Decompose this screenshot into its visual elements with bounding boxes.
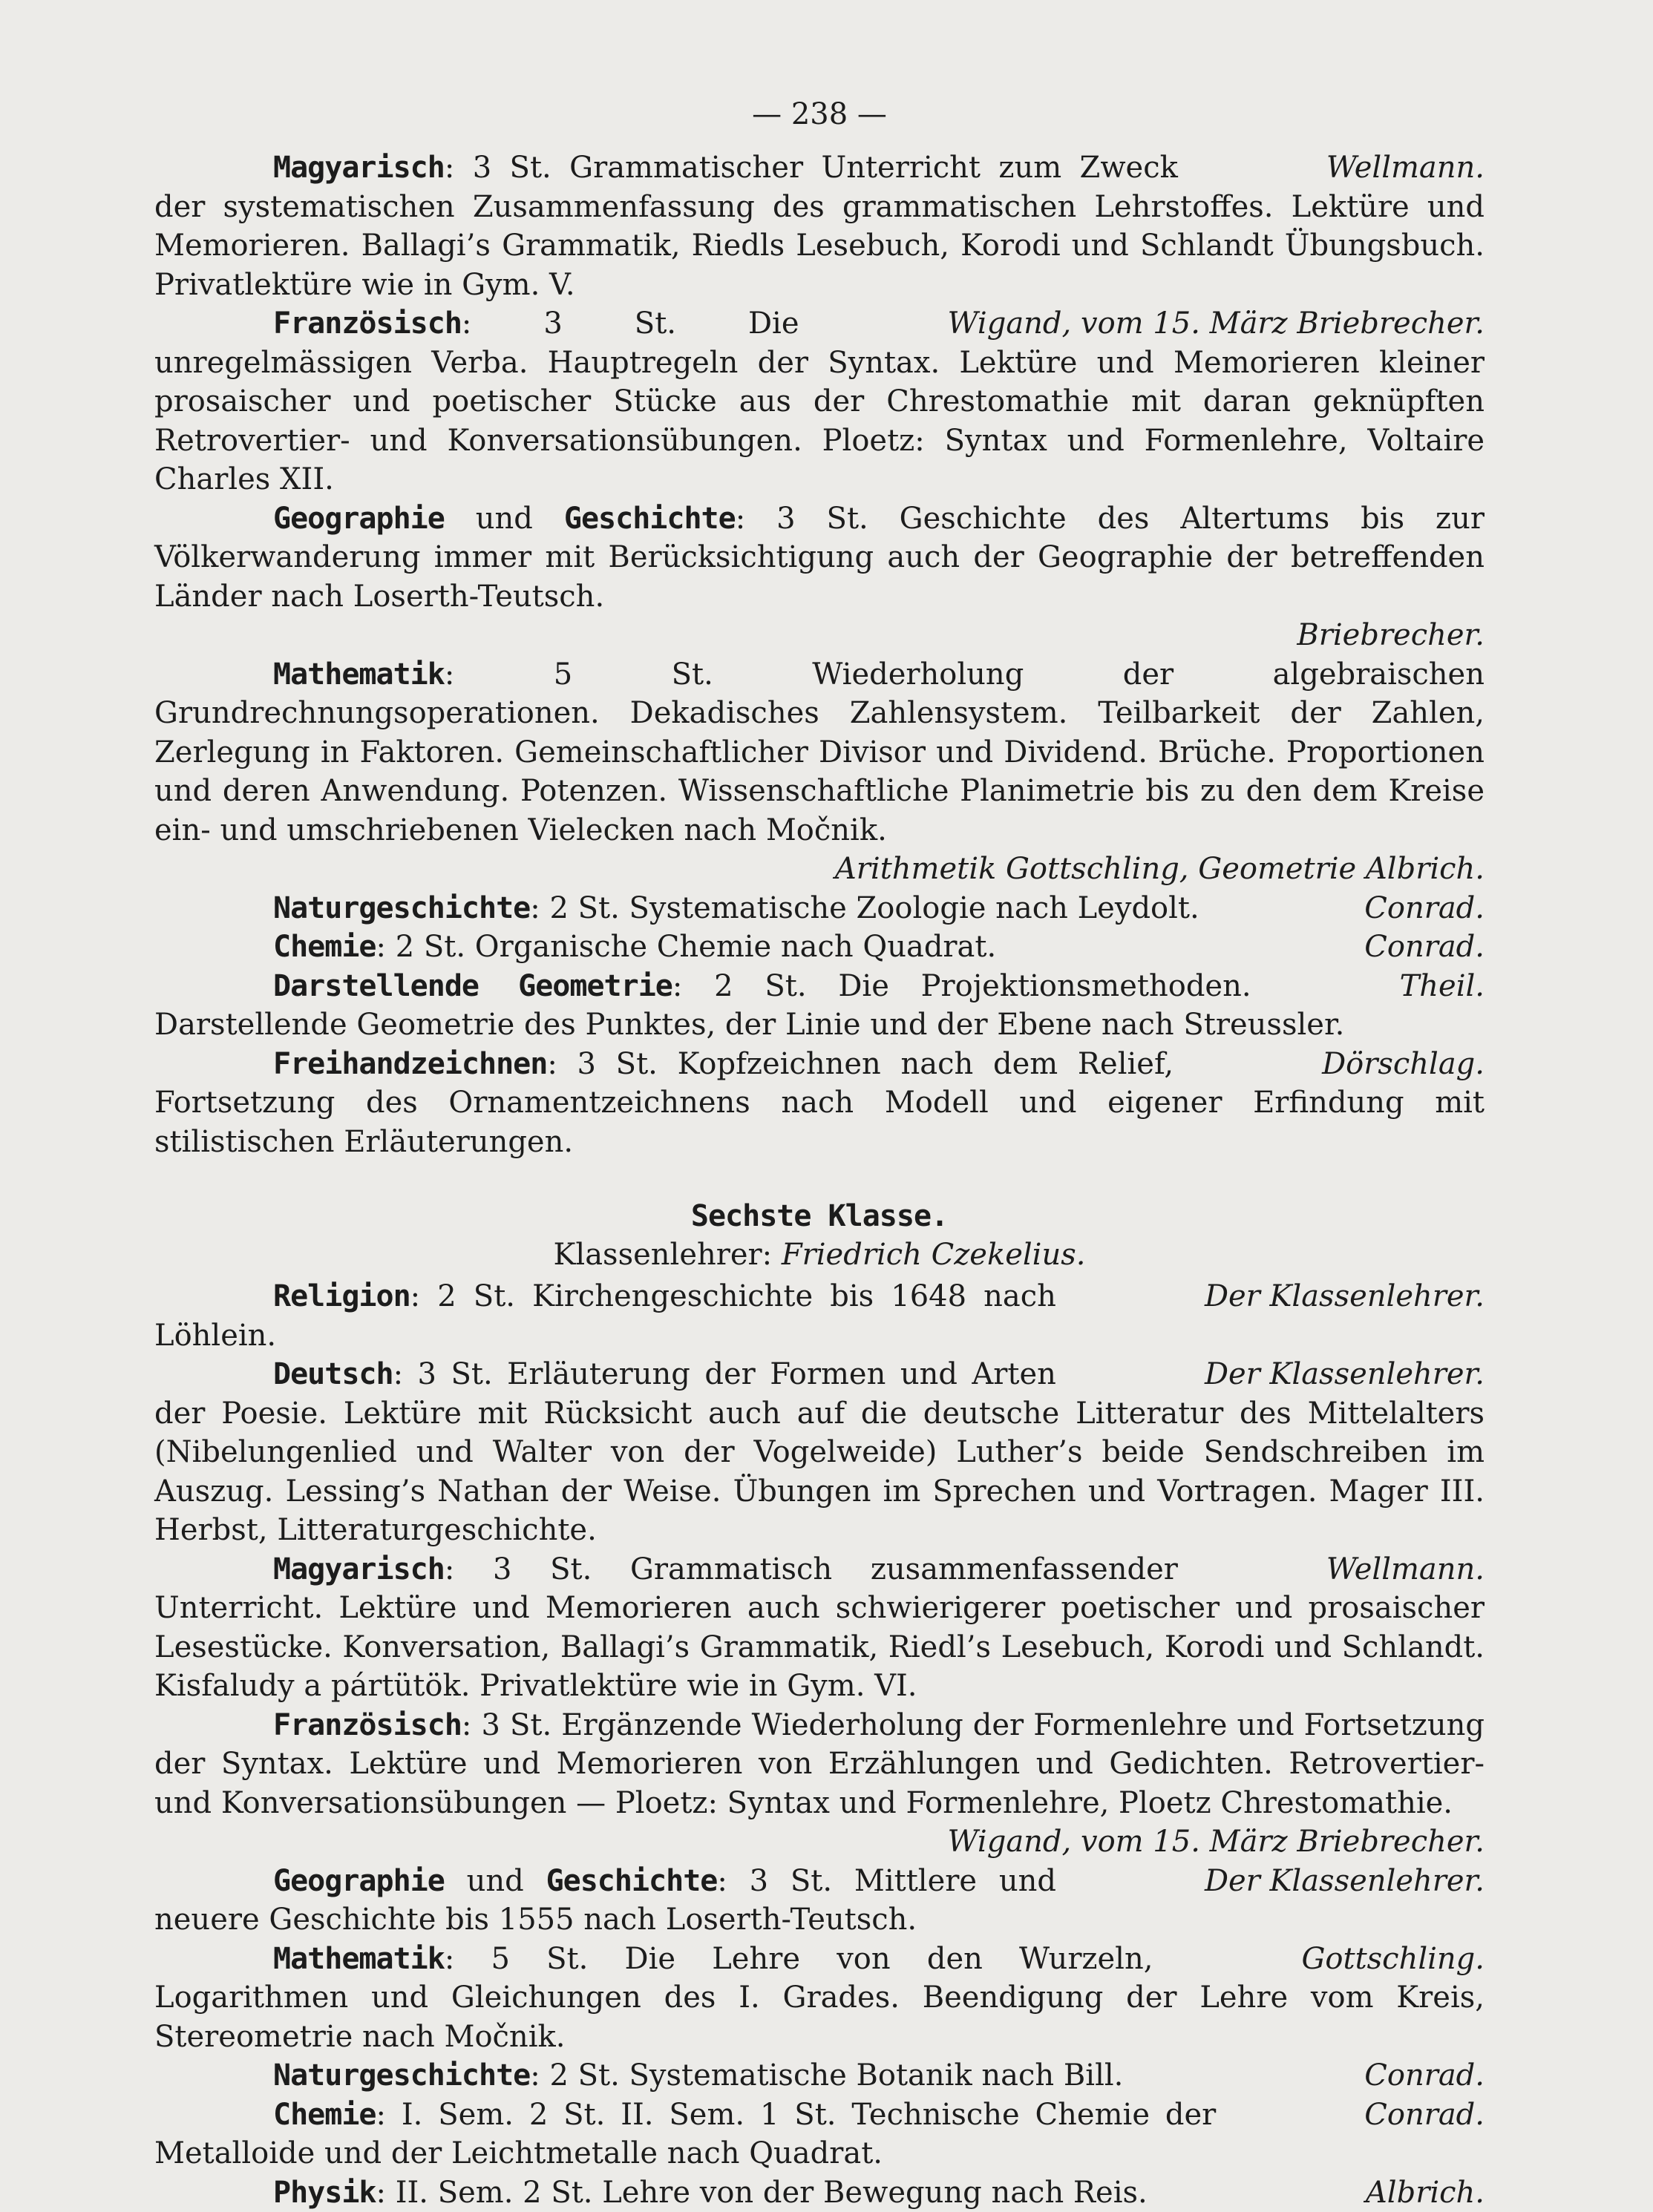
entry-text: 2 St. Systematische Zoologie nach Leydolt. xyxy=(549,891,1199,925)
subject-name: Darstellende Geometrie xyxy=(273,969,672,1003)
subject-separator: : xyxy=(445,151,454,185)
subject-separator: : xyxy=(376,930,386,964)
page-number: — 238 — xyxy=(154,88,1485,141)
subject-separator: : xyxy=(736,502,745,536)
entry-text: 3 St. Grammatischer Unterricht zum Zweck der systematischen Zusammenfassung des grammatischen Lehrstoffes. Lektüre und Memorieren. Ballagi’s Grammatik, Riedls Lesebuch, Korodi und Schlandt Übungsbuch. Privatlektüre wie in Gym. V. xyxy=(154,151,1485,302)
subject-join: und xyxy=(467,1864,524,1898)
entry-magyarisch xyxy=(154,1550,1485,1706)
teacher-name: Gottschling. xyxy=(1182,1940,1485,1979)
subject-join: und xyxy=(476,502,533,536)
subject-separator: : xyxy=(445,1552,454,1586)
subject-name: Religion xyxy=(273,1279,410,1313)
subject-separator: : xyxy=(462,1708,471,1742)
subject-name: Französisch xyxy=(273,1708,462,1742)
entry-magyarisch xyxy=(154,148,1485,304)
subject-separator: : xyxy=(462,306,471,341)
subject-separator: : xyxy=(410,1279,420,1313)
klassenlehrer-line xyxy=(154,1235,1485,1274)
subject-name: Deutsch xyxy=(273,1357,393,1391)
subject-separator: : xyxy=(445,657,454,692)
entry-text: 3 St. Grammatisch zusammenfassender Unterricht. Lektüre und Memorieren auch schwierigerer poetischer und prosaischer Lesestücke. Konversation, Ballagi’s Grammatik, Riedl’s Lesebuch, Korodi und Schlandt. Kisfaludy a pártütök. Privatlektüre wie in Gym. VI. xyxy=(154,1552,1485,1704)
teacher-name: Albrich. xyxy=(1247,2173,1485,2212)
subject-separator: : xyxy=(672,969,682,1003)
entry-mathematik xyxy=(154,1940,1485,2057)
teacher-name: Theil. xyxy=(1281,967,1485,1006)
entry-franzoesisch xyxy=(154,1706,1485,1862)
entry-text: 3 St. Ergänzende Wiederholung der Formenlehre und Fortsetzung der Syntax. Lektüre und Memorieren von Erzählungen und Gedichten. Retrovertier- und Konversationsübungen — Ploetz: Syntax und Formenlehre, Ploetz Chrestomathie. xyxy=(154,1708,1485,1820)
subject-separator: : xyxy=(393,1357,403,1391)
teacher-name: Der Klassenlehrer. xyxy=(1086,1862,1485,1901)
entry-text: 3 St. Mittlere und neuere Geschichte bis 1555 nach Loserth-Teutsch. xyxy=(154,1864,1056,1937)
subject-name: Freihandzeichnen xyxy=(273,1047,547,1081)
subject-name-2: Geschichte xyxy=(564,502,736,536)
subject-name: Chemie xyxy=(273,930,376,964)
section-title: Sechste Klasse. xyxy=(154,1197,1485,1235)
subject-name: Magyarisch xyxy=(273,1552,445,1586)
subject-name: Magyarisch xyxy=(273,151,445,185)
entry-text: 2 St. Die Projektionsmethoden. Darstellende Geometrie des Punktes, der Linie und der Ebene nach Streussler. xyxy=(154,969,1344,1043)
entry-mathematik xyxy=(154,655,1485,889)
entry-geographie xyxy=(154,1862,1485,1940)
entry-text: 3 St. Erläuterung der Formen und Arten der Poesie. Lektüre mit Rücksicht auch auf die deutsche Litteratur des Mittelalters (Nibelungenlied und Walter von der Vogelweide) Luther’s beide Sendschreiben im Auszug. Lessing’s Nathan der Weise. Übungen im Sprechen und Vortragen. Mager III. Herbst, Litteraturgeschichte. xyxy=(154,1357,1485,1547)
teacher-name: Der Klassenlehrer. xyxy=(1086,1355,1485,1394)
entry-franzoesisch xyxy=(154,304,1485,499)
teacher-name: Briebrecher. xyxy=(154,616,1485,655)
entry-physik xyxy=(154,2173,1485,2212)
entry-chemie xyxy=(154,2096,1485,2173)
teacher-name: Wellmann. xyxy=(1208,1550,1485,1589)
teacher-name: Conrad. xyxy=(1246,2056,1485,2096)
entry-religion xyxy=(154,1277,1485,1355)
entry-chemie xyxy=(154,928,1485,967)
entry-darstellende-geometrie xyxy=(154,967,1485,1045)
entry-geographie xyxy=(154,499,1485,655)
subject-name: Physik xyxy=(273,2176,376,2210)
subject-separator: : xyxy=(445,1942,454,1976)
teacher-name: Dörschlag. xyxy=(1203,1045,1485,1084)
subject-name: Naturgeschichte xyxy=(273,891,530,925)
entry-text: 3 St. Geschichte des Altertums bis zur Völkerwanderung immer mit Berücksichtigung auch der Geographie der betreffenden Länder nach Loserth-Teutsch. xyxy=(154,502,1485,614)
entry-text: 2 St. Kirchengeschichte bis 1648 nach Löhlein. xyxy=(154,1279,1056,1353)
entry-text: II. Sem. 2 St. Lehre von der Bewegung nach Reis. xyxy=(396,2176,1148,2210)
subject-name: Chemie xyxy=(273,2098,376,2132)
teacher-name: Wellmann. xyxy=(1208,148,1485,188)
teacher-name: Der Klassenlehrer. xyxy=(1086,1277,1485,1316)
entry-text: 5 St. Die Lehre von den Wurzeln, Logarithmen und Gleichungen des I. Grades. Beendigung der Lehre vom Kreis, Stereometrie nach Močnik. xyxy=(154,1942,1485,2054)
subject-separator: : xyxy=(376,2098,386,2132)
teacher-name: Conrad. xyxy=(1246,928,1485,967)
teacher-name: Conrad. xyxy=(1246,889,1485,928)
entry-naturgeschichte xyxy=(154,889,1485,928)
subject-name: Französisch xyxy=(273,306,462,341)
entry-text: I. Sem. 2 St. II. Sem. 1 St. Technische Chemie der Metalloide und der Leichtmetalle nach Quadrat. xyxy=(154,2098,1216,2171)
entry-freihandzeichnen xyxy=(154,1045,1485,1162)
subject-separator: : xyxy=(547,1047,557,1081)
subject-separator: : xyxy=(530,891,540,925)
teacher-name: Wigand, vom 15. März Briebrecher. xyxy=(829,304,1485,344)
klassenlehrer-label: Klassenlehrer: xyxy=(554,1238,773,1272)
subject-name: Geographie xyxy=(273,1864,445,1898)
subject-name: Mathematik xyxy=(273,1942,445,1976)
entries-fifth-class-continued xyxy=(154,148,1485,1161)
subject-separator: : xyxy=(530,2058,540,2093)
subject-name: Mathematik xyxy=(273,657,445,692)
entry-text: 3 St. Die unregelmässigen Verba. Hauptregeln der Syntax. Lektüre und Memorieren kleiner prosaischer und poetischer Stücke aus der Chrestomathie mit daran geknüpften Retrovertier- und Konversationsübungen. Ploetz: Syntax und Formenlehre, Voltaire Charles XII. xyxy=(154,306,1485,496)
klassenlehrer-name: Friedrich Czekelius. xyxy=(782,1238,1086,1272)
teacher-name: Arithmetik Gottschling, Geometrie Albrich. xyxy=(154,850,1485,889)
subject-name: Naturgeschichte xyxy=(273,2058,530,2093)
teacher-name: Wigand, vom 15. März Briebrecher. xyxy=(154,1822,1485,1862)
entries-sixth-class xyxy=(154,1277,1485,2212)
entry-deutsch xyxy=(154,1355,1485,1550)
entry-text: 5 St. Wiederholung der algebraischen Grundrechnungsoperationen. Dekadisches Zahlensystem. Teilbarkeit der Zahlen, Zerlegung in Faktoren. Gemeinschaftlicher Divisor und Dividend. Brüche. Proportionen und deren Anwendung. Potenzen. Wissenschaftliche Planimetrie bis zu den dem Kreise ein- und umschriebenen Vielecken nach Močnik. xyxy=(154,657,1485,847)
entry-text: 2 St. Organische Chemie nach Quadrat. xyxy=(396,930,996,964)
entry-naturgeschichte xyxy=(154,2056,1485,2096)
subject-name: Geographie xyxy=(273,502,445,536)
subject-separator: : xyxy=(376,2176,386,2210)
subject-name-2: Geschichte xyxy=(546,1864,718,1898)
teacher-name: Conrad. xyxy=(1246,2096,1485,2135)
subject-separator: : xyxy=(717,1864,727,1898)
entry-text: 2 St. Systematische Botanik nach Bill. xyxy=(549,2058,1123,2093)
entry-text: 3 St. Kopfzeichnen nach dem Relief, Fortsetzung des Ornamentzeichnens nach Modell und eigener Erfindung mit stilistischen Erläuterungen. xyxy=(154,1047,1485,1159)
